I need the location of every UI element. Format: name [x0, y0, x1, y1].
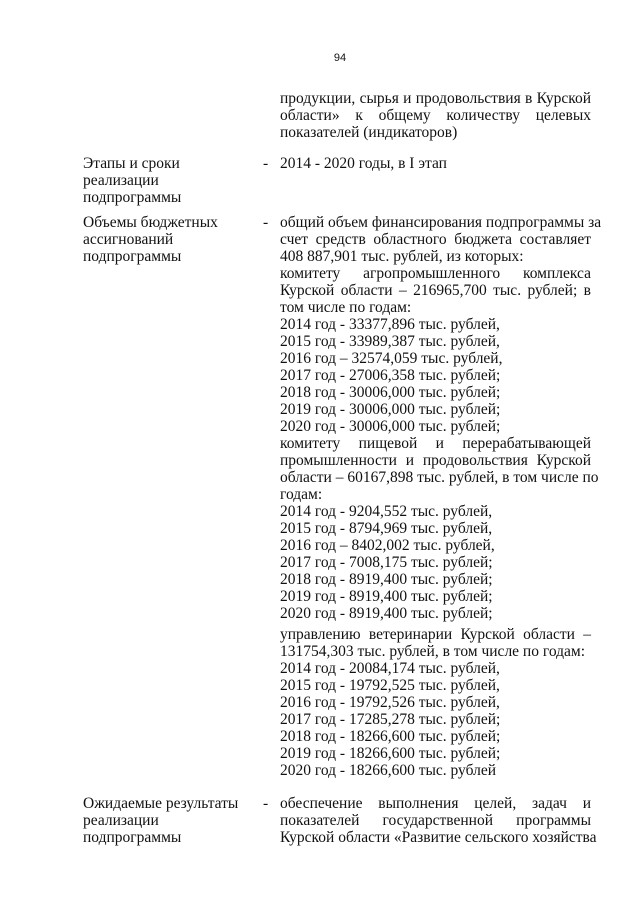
budget-line: 2014 год - 9204,552 тыс. рублей,	[280, 503, 493, 520]
budget-line: 2016 год - 19792,526 тыс. рублей,	[280, 694, 500, 711]
continuation-line: показателей (индикаторов)	[280, 124, 458, 141]
budget-line: 2020 год - 18266,600 тыс. рублей	[280, 762, 497, 779]
budget-line: 2020 год - 30006,000 тыс. рублей;	[280, 418, 501, 435]
budget-line: 2015 год - 8794,969 тыс. рублей,	[280, 520, 493, 537]
budget-line: 2017 год - 7008,175 тыс. рублей;	[280, 554, 493, 571]
budget-line: комитету пищевой и перерабатывающей	[280, 435, 591, 452]
budget-line: 131754,303 тыс. рублей, в том числе по годам:	[280, 643, 586, 660]
dash-separator: -	[263, 214, 269, 231]
budget-line: 2020 год - 8919,400 тыс. рублей;	[280, 605, 493, 622]
dash-separator: -	[263, 795, 269, 812]
budget-line: комитету агропромышленного комплекса	[280, 265, 591, 282]
label-line: реализации	[83, 812, 159, 829]
label-line: подпрограммы	[83, 829, 182, 846]
continuation-line: области» к общему количеству целевых	[280, 107, 591, 124]
stages-value: 2014 - 2020 годы, в I этап	[280, 155, 447, 172]
label-line: ассигнований	[83, 231, 174, 248]
label-line: Этапы и сроки	[83, 155, 180, 172]
budget-line: 2015 год - 33989,387 тыс. рублей,	[280, 333, 500, 350]
budget-line: общий объем финансирования подпрограммы за	[280, 214, 602, 231]
budget-line: области – 60167,898 тыс. рублей, в том числе по	[280, 469, 599, 486]
budget-line: 2019 год - 18266,600 тыс. рублей;	[280, 745, 501, 762]
budget-line: 2019 год - 8919,400 тыс. рублей;	[280, 588, 493, 605]
budget-line: Курской области – 216965,700 тыс. рублей; в	[280, 282, 591, 299]
label-line: Объемы бюджетных	[83, 214, 218, 231]
section-label-stages	[83, 155, 181, 206]
label-line: подпрограммы	[83, 248, 182, 265]
results-line: обеспечение выполнения целей, задач и	[280, 795, 591, 812]
budget-line: годам:	[280, 486, 323, 503]
section-label-budget	[83, 214, 218, 265]
budget-line: 2019 год - 30006,000 тыс. рублей;	[280, 401, 501, 418]
budget-line: 2014 год - 20084,174 тыс. рублей,	[280, 660, 500, 677]
dash-separator: -	[263, 155, 269, 172]
results-line: Курской области «Развитие сельского хозяйства	[280, 829, 597, 846]
label-line: реализации	[83, 172, 159, 189]
budget-line: промышленности и продовольствия Курской	[280, 452, 591, 469]
budget-line: 2016 год – 32574,059 тыс. рублей,	[280, 350, 503, 367]
budget-line: управлению ветеринарии Курской области –	[280, 626, 591, 643]
page-number: 94	[333, 52, 347, 64]
label-line: Ожидаемые результаты	[83, 795, 239, 812]
results-line: показателей государственной программы	[280, 812, 591, 829]
budget-line: 2017 год - 17285,278 тыс. рублей;	[280, 711, 501, 728]
budget-line: 408 887,901 тыс. рублей, из которых:	[280, 248, 524, 265]
budget-line: 2016 год – 8402,002 тыс. рублей,	[280, 537, 495, 554]
budget-line: том числе по годам:	[280, 299, 412, 316]
budget-line: 2018 год - 18266,600 тыс. рублей;	[280, 728, 501, 745]
budget-line: 2017 год - 27006,358 тыс. рублей;	[280, 367, 501, 384]
budget-line: 2014 год - 33377,896 тыс. рублей,	[280, 316, 500, 333]
label-line: подпрограммы	[83, 189, 182, 206]
budget-line: 2015 год - 19792,525 тыс. рублей,	[280, 677, 500, 694]
budget-line: 2018 год - 8919,400 тыс. рублей;	[280, 571, 493, 588]
budget-line: 2018 год - 30006,000 тыс. рублей;	[280, 384, 501, 401]
section-label-results	[83, 795, 238, 846]
continuation-line: продукции, сырья и продовольствия в Курской	[280, 90, 591, 107]
budget-line: счет средств областного бюджета составляет	[280, 231, 591, 248]
